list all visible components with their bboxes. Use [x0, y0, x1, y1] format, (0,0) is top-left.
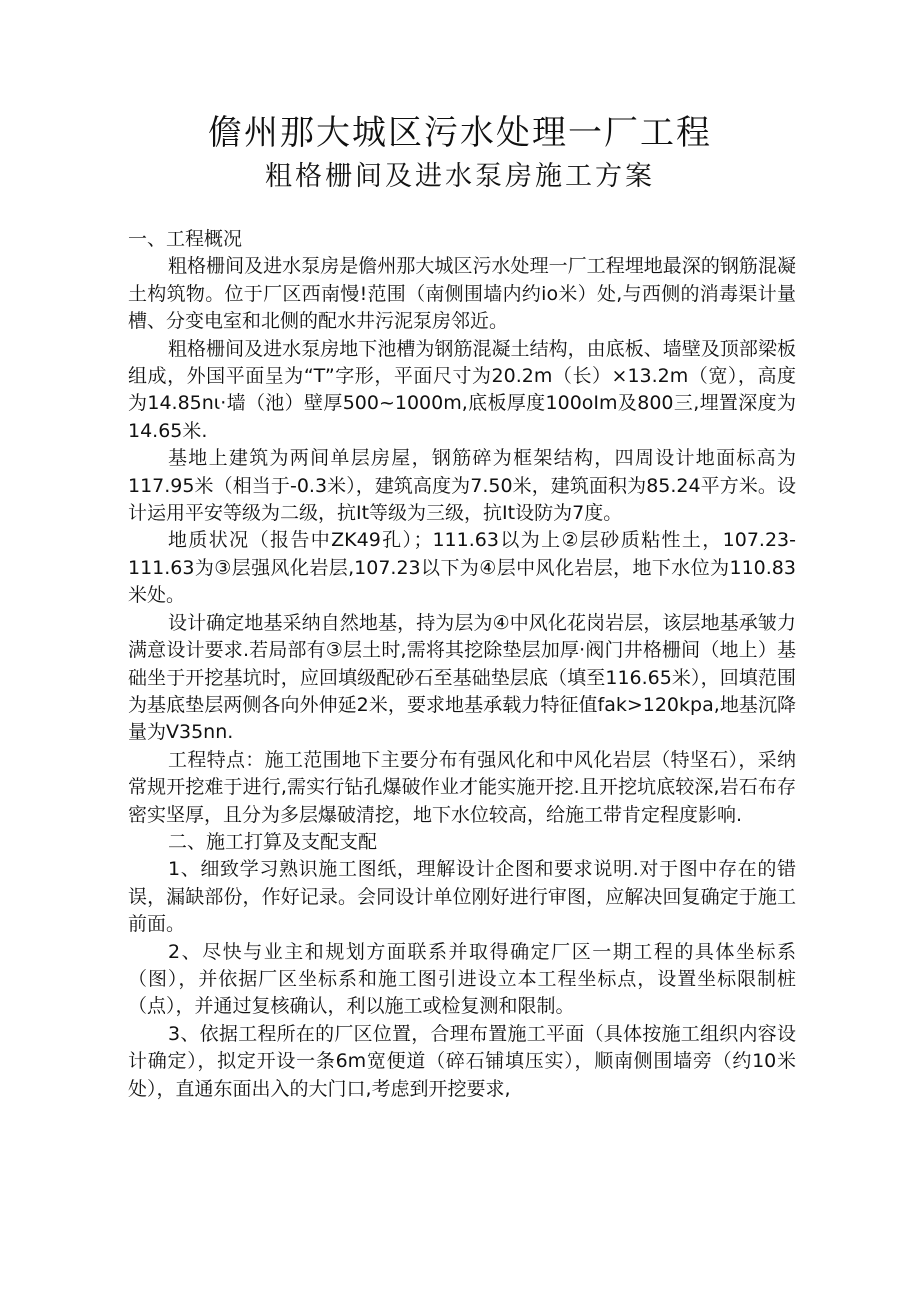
paragraph-geology: 地质状况（报告中ZK49孔）；111.63以为上②层砂质粘性土，107.23-111.63为③层强风化岩层,107.23以下为④层中风化岩层，地下水位为110.83米处。 — [128, 529, 796, 607]
paragraph-prep-1: 1、细致学习熟识施工图纸，理解设计企图和要求说明.对于图中存在的错误，漏缺部份，作好记录。会同设计单位刚好进行审图，应解决回复确定于施工前面。 — [128, 858, 796, 936]
paragraph-features: 工程特点：施工范围地下主要分布有强风化和中风化岩层（特坚石），采纳常规开挖难于进行,需实行钻孔爆破作业才能实施开挖.且开挖坑底较深,岩石布存密实坚厚，且分为多层爆破清挖，地下水位较高，给施工带肯定程度影响. — [128, 748, 796, 826]
document-title: 儋州那大城区污水处理一厂工程 — [208, 113, 712, 153]
section-heading-preparation: 二、施工打算及支配支配 — [168, 830, 378, 853]
document-subtitle: 粗格栅间及进水泵房施工方案 — [265, 161, 655, 192]
paragraph-prep-2: 2、尽快与业主和规划方面联系并取得确定厂区一期工程的具体坐标系（图），并依据厂区坐标系和施工图引进设立本工程坐标点，设置坐标限制桩（点），并通过复核确认，利以施工或检复测和限制。 — [128, 940, 796, 1018]
paragraph-overview-1: 粗格栅间及进水泵房是儋州那大城区污水处理一厂工程埋地最深的钢筋混凝土构筑物。位于厂区西南慢!范围（南侧围墙内约io米）处,与西侧的消毒渠计量槽、分变电室和北侧的配水井污泥泵房邻近。 — [128, 255, 796, 333]
section-heading-overview: 一、工程概况 — [128, 228, 243, 250]
paragraph-overview-2: 粗格栅间及进水泵房地下池槽为钢筋混凝土结构，由底板、墙壁及顶部梁板组成，外国平面呈为“T”字形，平面尺寸为20.2m（长）×13.2m（宽），高度为14.85nι·墙（池）壁厚500~1000m,底板厚度100oIm及800三,埋置深度为14.65米. — [128, 337, 796, 442]
paragraph-prep-3: 3、依据工程所在的厂区位置，合理布置施工平面（具体按施工组织内容设计确定），拟定开设一条6m宽便道（碎石铺填压实），顺南侧围墙旁（约10米处），直通东面出入的大门口,考虑到开挖要求, — [128, 1022, 796, 1100]
document-body — [128, 226, 796, 1103]
paragraph-overview-3: 基地上建筑为两间单层房屋，钢筋碎为框架结构，四周设计地面标高为117.95米（相当于-0.3米），建筑高度为7.50米，建筑面积为85.24平方米。设计运用平安等级为二级，抗It等级为三级，抗It设防为7度。 — [128, 447, 796, 525]
paragraph-foundation: 设计确定地基采纳自然地基，持为层为④中风化花岗岩层，该层地基承皱力满意设计要求.若局部有③层土时,需将其挖除垫层加厚·阀门井格栅间（地上）基础坐于开挖基坑时，应回填级配砂石至基础垫层底（填至116.65米），回填范围为基底垫层两侧各向外伸延2米，要求地基承载力特征值fak>120kpa,地基沉降量为V35nn. — [128, 611, 796, 744]
